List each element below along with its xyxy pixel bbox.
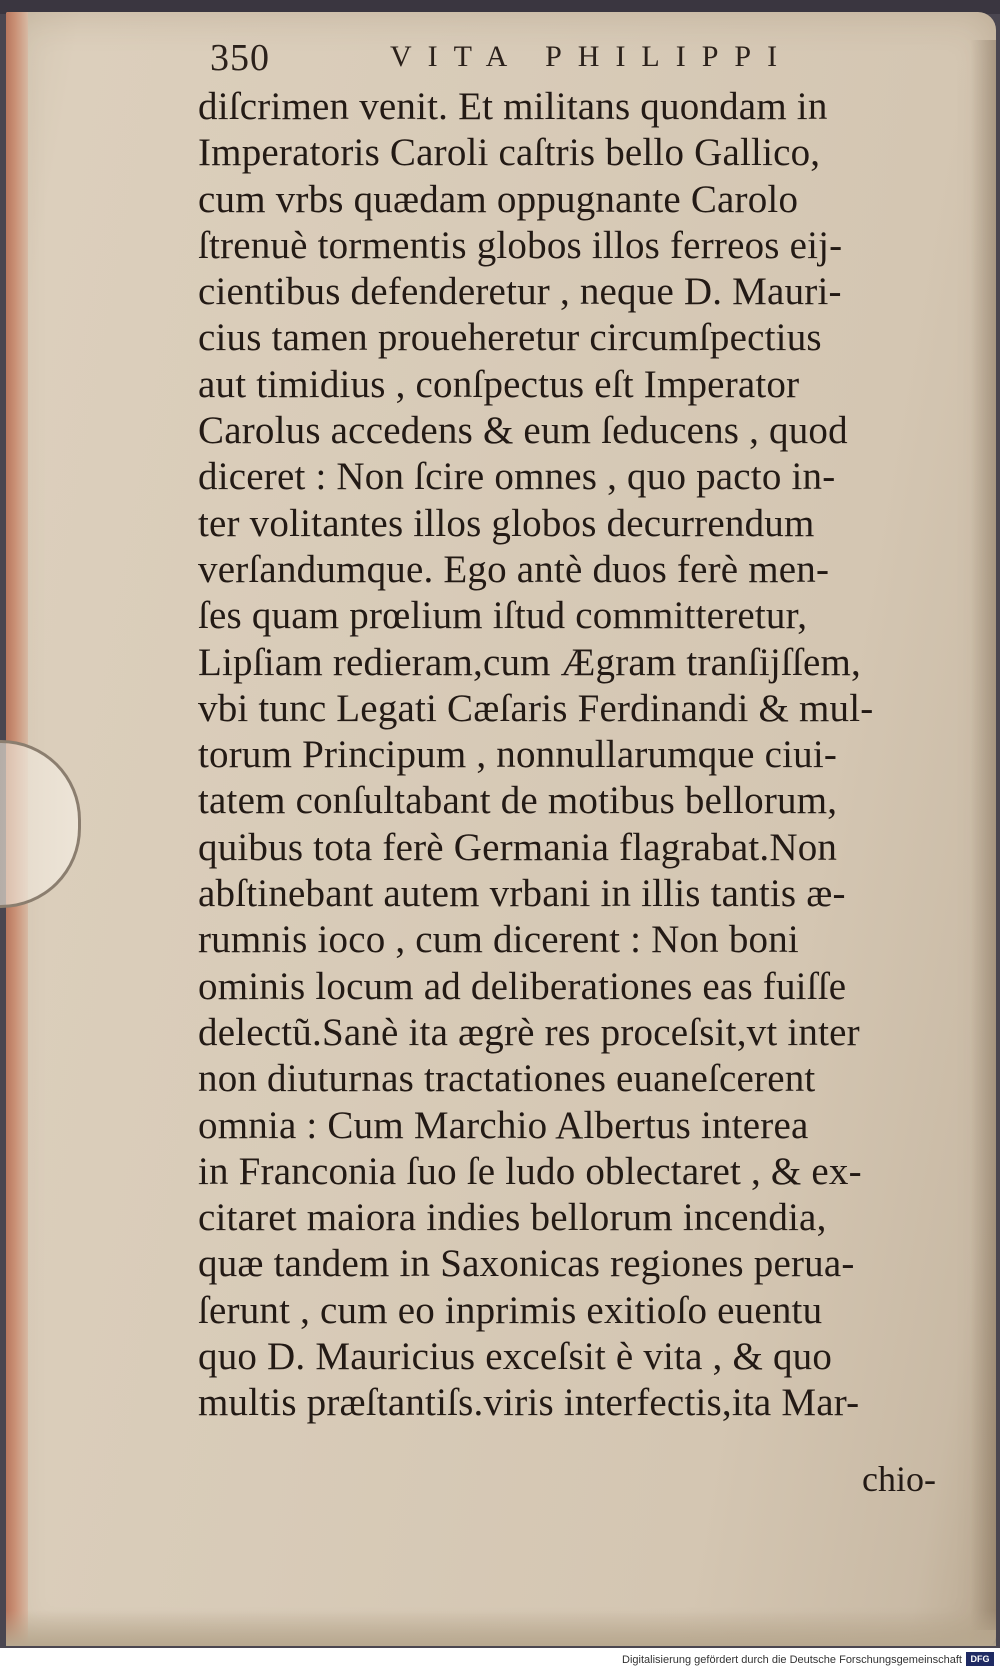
text-line: citaret maiora indies bellorum incendia, [198,1196,827,1240]
text-line: ominis locum ad deliberationes eas fuiſſe [198,964,847,1008]
page-bottom-shadow [6,1610,996,1646]
text-line: quibus tota ferè Germania flagrabat.Non [198,825,838,869]
text-line: aut timidius , conſpectus eſt Imperator [198,362,800,406]
text-line: diſcrimen venit. Et militans quondam in [198,85,828,128]
page-gutter-shadow [970,40,996,1630]
text-line: torum Principum , nonnullarumque ciui- [198,733,838,777]
text-line: ſtrenuè tormentis globos illos ferreos eij- [198,223,843,267]
text-line: ſes quam prœlium iſtud committeretur, [198,594,808,638]
text-line: cum vrbs quædam oppugnante Carolo [198,177,799,221]
text-line: verſandumque. Ego antè duos ferè men- [198,547,830,591]
text-line: diceret : Non ſcire omnes , quo pacto in- [198,455,836,499]
text-line: omnia : Cum Marchio Albertus interea [198,1103,809,1147]
page-number: 350 [210,37,270,79]
text-line: vbi tunc Legati Cæſaris Ferdinandi & mul- [198,686,874,730]
page-header [210,36,890,86]
text-line: non diuturnas tractationes euaneſcerent [198,1057,816,1101]
text-line: Carolus accedens & eum ſeducens , quod [198,409,848,453]
text-line: delectũ.Sanè ita ægrè res proceſsit,vt inter [198,1010,860,1054]
text-line: quæ tandem in Saxonicas regiones perua- [198,1242,855,1286]
text-line: cius tamen proueheretur circumſpectius [198,316,822,360]
text-line: in Franconia ſuo ſe ludo oblectaret , & ex- [198,1149,862,1193]
dfg-logo: DFG [966,1652,994,1666]
text-line: abſtinebant autem vrbani in illis tantis æ- [198,872,846,916]
text-line: ſerunt , cum eo inprimis exitioſo euentu [198,1288,823,1332]
text-line: cientibus defenderetur , neque D. Mauri- [198,270,842,314]
footer-credit: Digitalisierung gefördert durch die Deutsche Forschungsgemeinschaft [622,1654,962,1666]
text-line: tatem conſultabant de motibus bellorum, [198,779,838,823]
text-line: quo D. Mauricius exceſsit è vita , & quo [198,1335,833,1379]
footer-bar [0,1648,1000,1675]
text-line: multis præſtantiſs.viris interfectis,ita Mar- [198,1381,860,1425]
text-line: Imperatoris Caroli caſtris bello Gallico, [198,131,821,175]
text-line: rumnis ioco , cum dicerent : Non boni [198,918,799,962]
body-text [198,84,968,1427]
text-line: ter volitantes illos globos decurrendum [198,501,815,545]
text-line: Lipſiam redieram,cum Ægram tranſijſſem, [198,640,862,684]
catchword: chio- [862,1459,936,1499]
running-title: VITA PHILIPPI [390,40,794,73]
